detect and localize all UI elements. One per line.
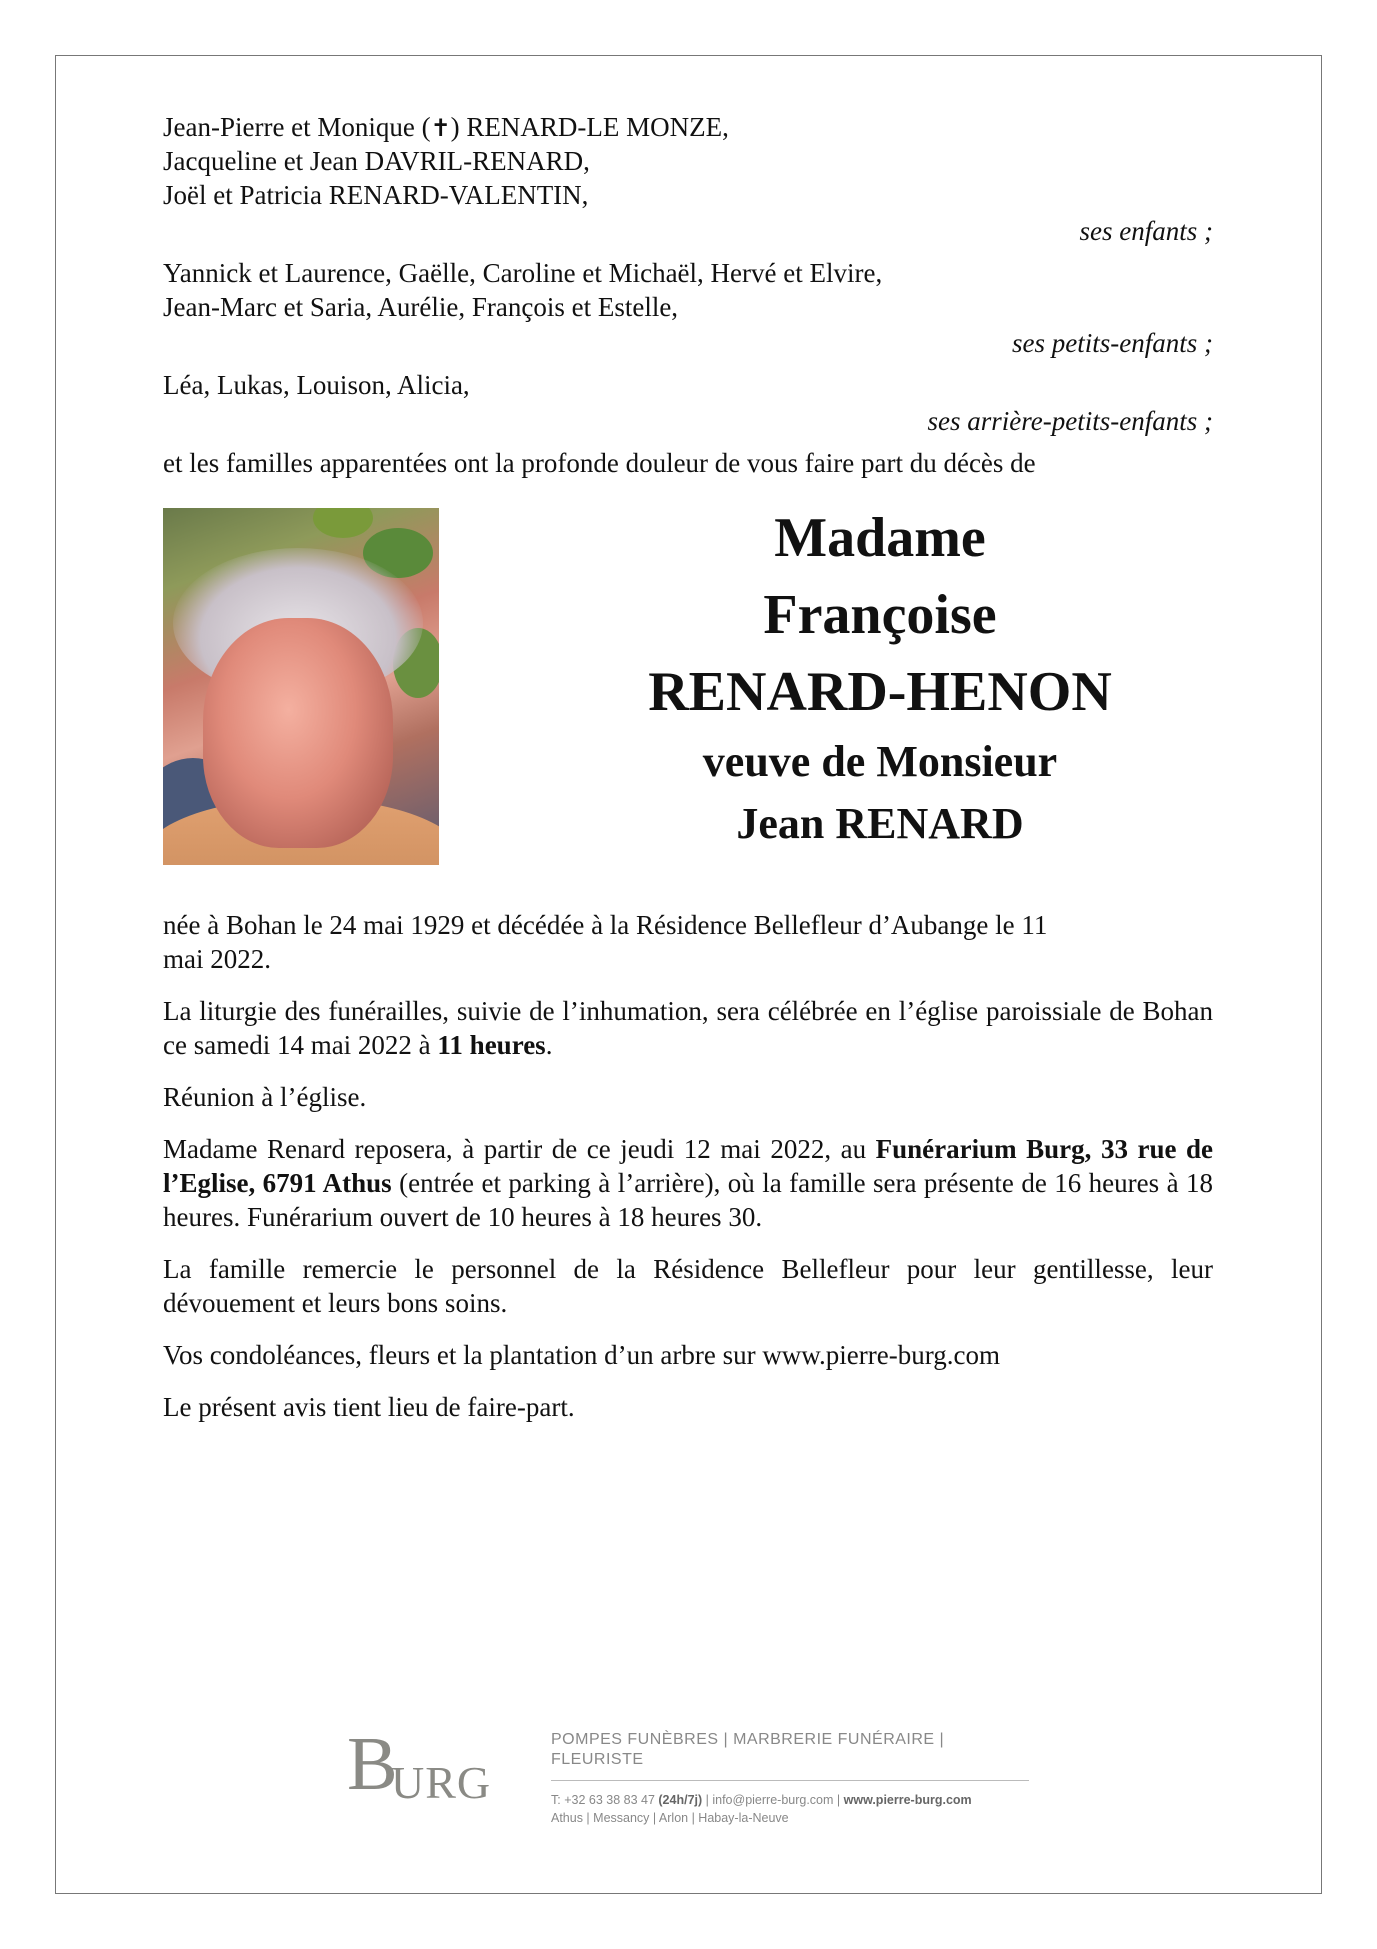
- locations-line: Athus | Messancy | Arlon | Habay-la-Neuve: [551, 1811, 789, 1825]
- deceased-title: Madame: [774, 507, 986, 569]
- grandchildren-role: ses petits-enfants ;: [1012, 328, 1213, 358]
- footer: B URG POMPES FUNÈBRES | MARBRERIE FUNÉRAIRE | FLEURISTE T: +32 63 38 83 47 (24h/7j) | info@pierre-burg.com | www.pierre-burg.com Athus | Messancy | Arlon | Habay-la-Neuve: [347, 1730, 1047, 1830]
- announcement: et les familles apparentées ont la profonde douleur de vous faire part du décès de: [163, 448, 1036, 478]
- rest-text: Madame Renard reposera, à partir de ce jeudi 12 mai 2022, au Funérarium Burg, 33 rue de l’Eglise, 6791 Athus (entrée et parking à l’arrière), où la famille sera présente de 16 heures à 18 heures. Funérarium ouvert de 10 heures à 18 heures 30.: [163, 1134, 1214, 1232]
- great-grandchildren-role: ses arrière-petits-enfants ;: [927, 406, 1213, 436]
- family-list: [163, 110, 1213, 480]
- widow-line: veuve de Monsieur: [702, 737, 1058, 786]
- deceased-last-name: RENARD-HENON: [648, 661, 1112, 723]
- services-line: POMPES FUNÈBRES | MARBRERIE FUNÉRAIRE | FLEURISTE: [551, 1731, 945, 1768]
- liturgy-text: La liturgie des funérailles, suivie de l’inhumation, sera célébrée en l’église paroissiale de Bohan ce samedi 14 mai 2022 à 11 heures.: [163, 996, 1213, 1060]
- notice-body: [163, 908, 1213, 1442]
- thanks-text: La famille remercie le personnel de la Résidence Bellefleur pour leur gentillesse, leur dévouement et leurs bons soins.: [163, 1254, 1213, 1318]
- condolences-text: Vos condoléances, fleurs et la plantation d’un arbre sur www.pierre-burg.com: [163, 1340, 1000, 1370]
- meeting-text: Réunion à l’église.: [163, 1082, 367, 1112]
- child-line-3: Joël et Patricia RENARD-VALENTIN,: [163, 180, 589, 210]
- child-line-2: Jacqueline et Jean DAVRIL-RENARD,: [163, 146, 590, 176]
- children-role: ses enfants ;: [1079, 216, 1213, 246]
- contact-line: T: +32 63 38 83 47 (24h/7j) | info@pierre-burg.com | www.pierre-burg.com: [551, 1793, 972, 1807]
- footer-divider: [551, 1780, 1029, 1781]
- grandchildren-line-2: Jean-Marc et Saria, Aurélie, François et Estelle,: [163, 292, 679, 322]
- child-line-1: Jean-Pierre et Monique (✝) RENARD-LE MONZE,: [163, 110, 1213, 144]
- cross-icon: ✝: [430, 114, 451, 142]
- great-grandchildren-line: Léa, Lukas, Louison, Alicia,: [163, 370, 470, 400]
- deceased-name-block: [490, 500, 1270, 855]
- website-link[interactable]: www.pierre-burg.com: [843, 1793, 972, 1807]
- notice-text: Le présent avis tient lieu de faire-part.: [163, 1392, 575, 1422]
- grandchildren-line-1: Yannick et Laurence, Gaëlle, Caroline et Michaël, Hervé et Elvire,: [163, 258, 883, 288]
- birth-death-text: née à Bohan le 24 mai 1929 et décédée à la Résidence Bellefleur d’Aubange le 11 mai 2022.: [163, 910, 1048, 974]
- spouse-name: Jean RENARD: [736, 799, 1024, 848]
- deceased-first-name: Françoise: [763, 584, 997, 646]
- portrait-photo: [163, 508, 439, 865]
- footer-info: [551, 1730, 1041, 1827]
